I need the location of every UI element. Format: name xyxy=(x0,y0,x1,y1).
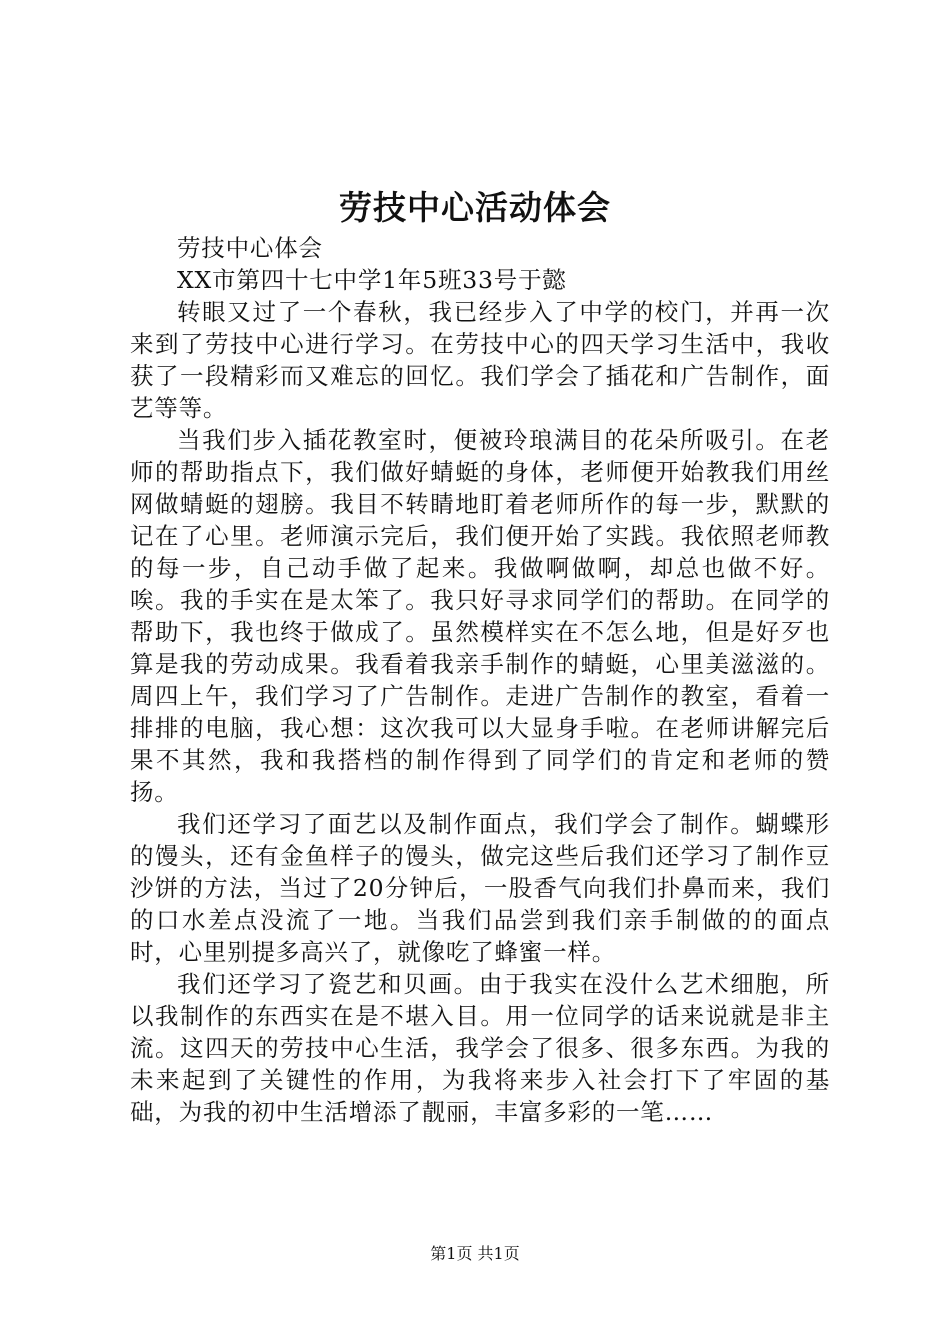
page-footer: 第1页 共1页 xyxy=(430,1244,520,1263)
document-title: 劳技中心活动体会 xyxy=(339,188,611,227)
paragraph-pastry: 我们还学习了面艺以及制作面点，我们学会了制作。蝴蝶形的馒头，还有金鱼样子的馒头，做完这些后我们还学习了制作豆沙饼的方法，当过了20分钟后，一股香气向我们扑鼻而来，我们的口水差点没流了一地。当我们品尝到我们亲手制做的的面点时，心里别提多高兴了，就像吃了蜂蜜一样。 xyxy=(130,810,830,966)
paragraph-conclusion: 我们还学习了瓷艺和贝画。由于我实在没什么艺术细胞，所以我制作的东西实在是不堪入目。用一位同学的话来说就是非主流。这四天的劳技中心生活，我学会了很多、很多东西。为我的未来起到了关键性的作用，为我将来步入社会打下了牢固的基础，为我的初中生活增添了靓丽，丰富多彩的一笔…… xyxy=(130,970,830,1126)
paragraph-flower-arranging: 当我们步入插花教室时，便被玲琅满目的花朵所吸引。在老师的帮助指点下，我们做好蜻蜓的身体，老师便开始教我们用丝网做蜻蜓的翅膀。我目不转睛地盯着老师所作的每一步，默默的记在了心里。老师演示完后，我们便开始了实践。我依照老师教的每一步，自己动手做了起来。我做啊做啊，却总也做不好。唉。我的手实在是太笨了。我只好寻求同学们的帮助。在同学的帮助下，我也终于做成了。虽然模样实在不怎么地，但是好歹也算是我的劳动成果。我看着我亲手制作的蜻蜓，心里美滋滋的。周四上午，我们学习了广告制作。走进广告制作的教室，看着一排排的电脑，我心想：这次我可以大显身手啦。在老师讲解完后果不其然，我和我搭档的制作得到了同学们的肯定和老师的赞扬。 xyxy=(130,426,830,806)
paragraph-author: XX市第四十七中学1年5班33号于懿 xyxy=(177,266,567,294)
paragraph-heading: 劳技中心体会 xyxy=(177,234,323,262)
paragraph-intro: 转眼又过了一个春秋，我已经步入了中学的校门，并再一次来到了劳技中心进行学习。在劳技中心的四天学习生活中，我收获了一段精彩而又难忘的回忆。我们学会了插花和广告制作，面艺等等。 xyxy=(130,298,830,422)
document-body xyxy=(130,232,830,1128)
